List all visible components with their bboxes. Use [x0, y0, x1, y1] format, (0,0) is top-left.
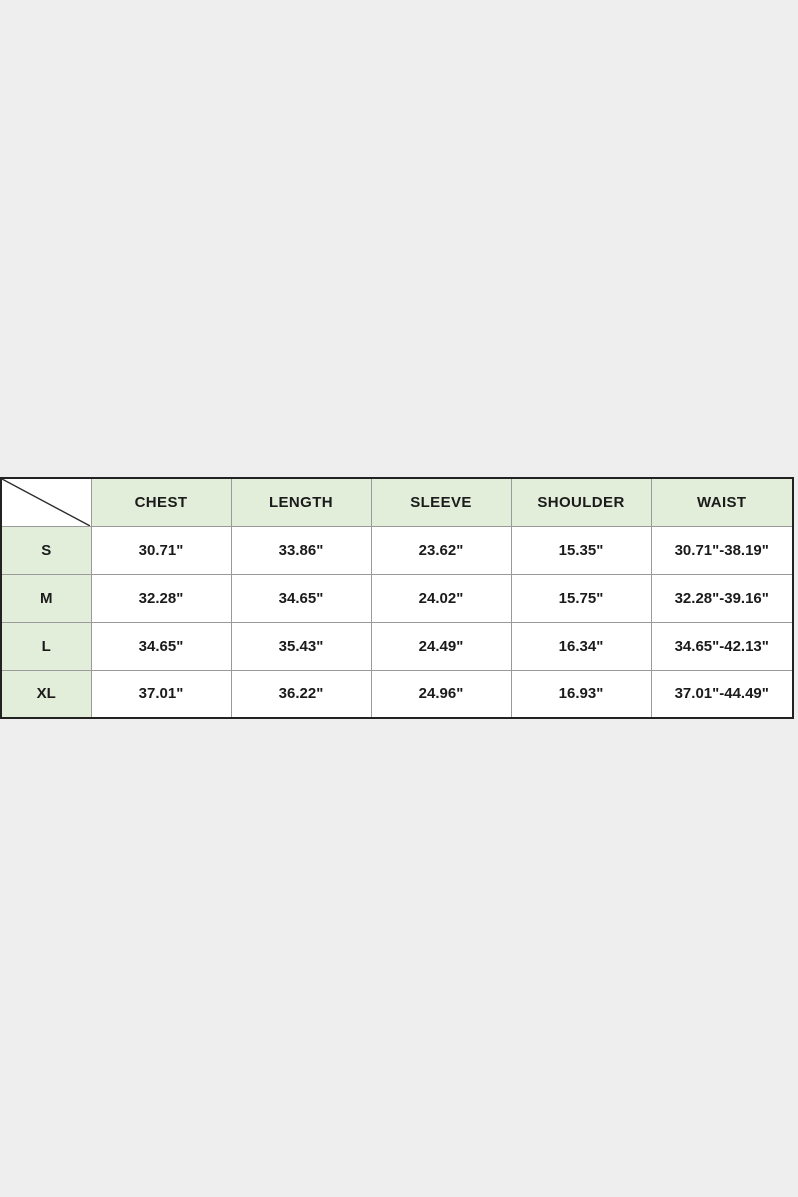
cell-length: 36.22" — [231, 670, 371, 718]
cell-length: 35.43" — [231, 622, 371, 670]
cell-chest: 34.65" — [91, 622, 231, 670]
cell-shoulder: 16.93" — [511, 670, 651, 718]
cell-waist: 34.65"-42.13" — [651, 622, 793, 670]
row-size-label: L — [1, 622, 91, 670]
row-size-label: XL — [1, 670, 91, 718]
table-row — [1, 574, 793, 622]
cell-sleeve: 24.96" — [371, 670, 511, 718]
cell-length: 33.86" — [231, 526, 371, 574]
cell-length: 34.65" — [231, 574, 371, 622]
column-header-length: LENGTH — [231, 478, 371, 526]
column-header-waist: WAIST — [651, 478, 793, 526]
column-header-shoulder: SHOULDER — [511, 478, 651, 526]
diagonal-slash-icon — [2, 479, 90, 526]
cell-sleeve: 23.62" — [371, 526, 511, 574]
column-header-chest: CHEST — [91, 478, 231, 526]
cell-shoulder: 16.34" — [511, 622, 651, 670]
cell-chest: 32.28" — [91, 574, 231, 622]
corner-cell — [1, 478, 91, 526]
column-header-sleeve: SLEEVE — [371, 478, 511, 526]
cell-shoulder: 15.35" — [511, 526, 651, 574]
row-size-label: S — [1, 526, 91, 574]
table-row — [1, 622, 793, 670]
cell-waist: 30.71"-38.19" — [651, 526, 793, 574]
cell-chest: 30.71" — [91, 526, 231, 574]
row-size-label: M — [1, 574, 91, 622]
table-row — [1, 526, 793, 574]
cell-shoulder: 15.75" — [511, 574, 651, 622]
table-header-row — [1, 478, 793, 526]
cell-sleeve: 24.49" — [371, 622, 511, 670]
table-row — [1, 670, 793, 718]
cell-sleeve: 24.02" — [371, 574, 511, 622]
size-chart-table — [0, 477, 794, 719]
cell-waist: 32.28"-39.16" — [651, 574, 793, 622]
cell-chest: 37.01" — [91, 670, 231, 718]
size-chart-container — [0, 477, 792, 719]
cell-waist: 37.01"-44.49" — [651, 670, 793, 718]
